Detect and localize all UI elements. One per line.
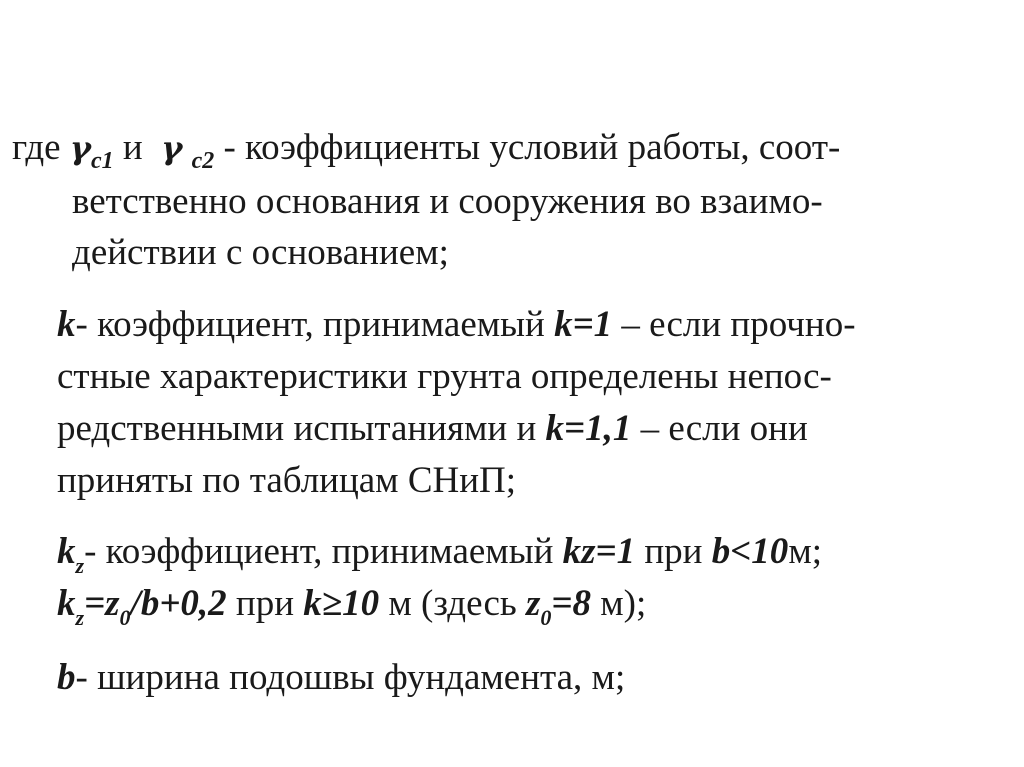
p2-line3-text-b: – если они <box>631 408 808 449</box>
p3-line2-m: м (здесь <box>379 583 526 624</box>
k-ge-10: k≥10 <box>303 583 380 624</box>
kz-equals-1: kz=1 <box>562 531 636 572</box>
z0-sub2: 0 <box>540 605 552 630</box>
p3-line2-pri: при <box>226 583 304 624</box>
p2-line2: стные характеристики грунта определены непос- <box>57 356 832 397</box>
z0-subscript: 0 <box>119 605 131 630</box>
p1-line3: действии с основанием; <box>72 232 449 273</box>
p3-line1-text-a: - коэффициент, принимаемый <box>84 531 563 572</box>
gamma-symbol: γ <box>161 129 183 167</box>
p2-line4: приняты по таблицам СНиП; <box>57 460 517 501</box>
p3-line1-text-c: м; <box>788 531 823 572</box>
subscript-c1: c1 <box>90 148 114 174</box>
word-where: где <box>12 127 61 168</box>
k-symbol: k <box>57 304 76 345</box>
p2-line1-text-a: - коэффициент, принимаемый <box>75 304 555 345</box>
b-symbol: b <box>57 657 76 698</box>
p4-line1 <box>57 659 625 696</box>
p3-line2-end: м); <box>591 583 647 624</box>
eq-z: =z <box>84 583 120 624</box>
p4-text: - ширина подошвы фундамента, м; <box>75 657 626 698</box>
p3-line1 <box>57 531 823 578</box>
gamma-symbol: γ <box>69 129 91 167</box>
p2-line3 <box>57 410 808 447</box>
kz-k: k <box>57 531 76 572</box>
k-equals-1-1: k=1,1 <box>545 408 632 449</box>
b-less-10: b<10 <box>711 531 789 572</box>
formula-rest: /b+0,2 <box>130 583 227 624</box>
k-equals-1: k=1 <box>554 304 613 345</box>
kz2-k: k <box>57 583 76 624</box>
p1-line1 <box>12 127 841 174</box>
word-and: и <box>122 127 143 168</box>
p3-line2 <box>57 583 647 630</box>
kz2-subscript: z <box>75 605 85 630</box>
p1-line2: ветственно основания и сооружения во взаимо- <box>72 181 823 222</box>
p1-line1-text: - коэффициенты условий работы, соот- <box>223 127 841 168</box>
p2-line1 <box>57 306 856 343</box>
subscript-c2: c2 <box>191 148 215 174</box>
kz-subscript: z <box>75 553 85 578</box>
p2-line1-text-b: – если прочно- <box>612 304 856 345</box>
p2-line3-text-a: редственными испытаниями и <box>57 408 546 449</box>
p3-line1-text-b: при <box>635 531 712 572</box>
eq-8: =8 <box>551 583 591 624</box>
z-symbol: z <box>526 583 541 624</box>
